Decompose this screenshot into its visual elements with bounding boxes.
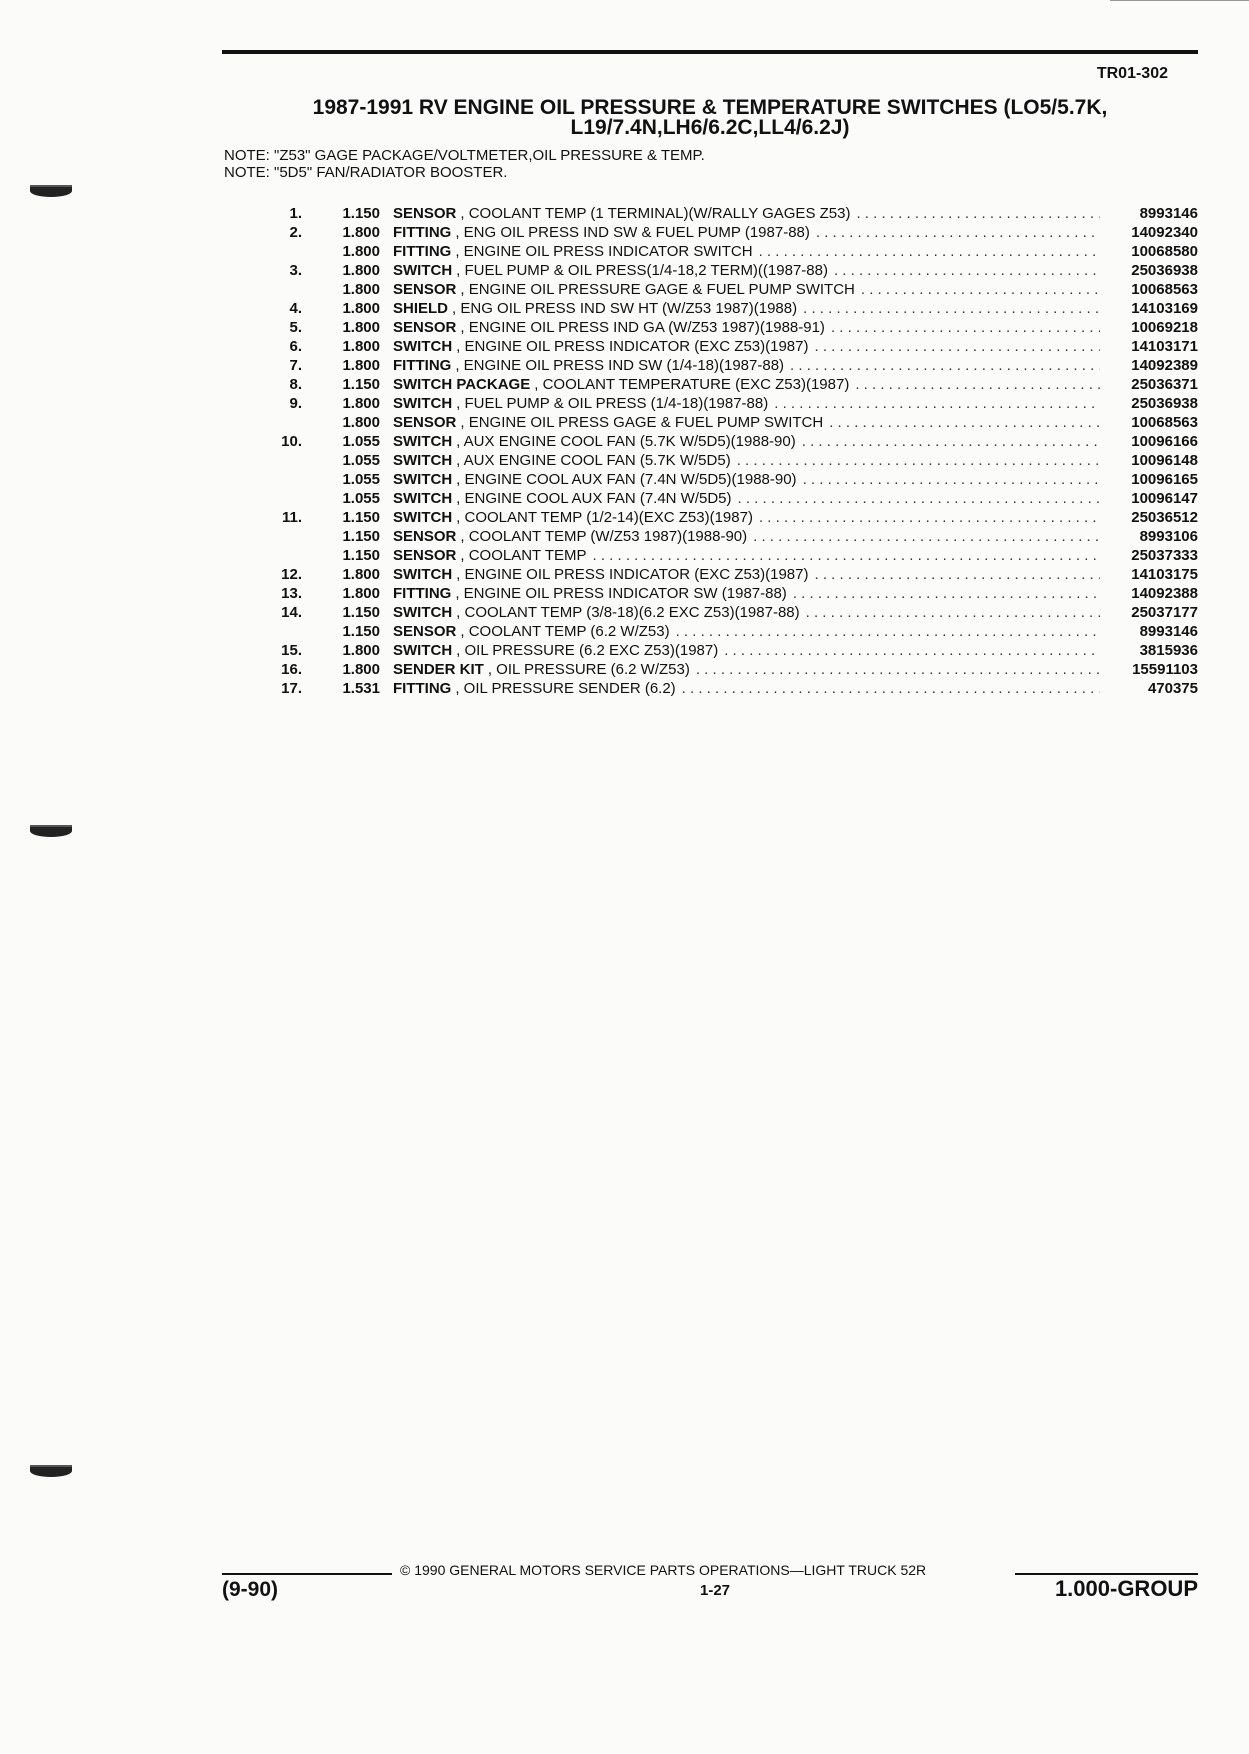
leader-dots	[856, 204, 1100, 223]
item-number: 14.	[281, 604, 302, 621]
part-name: FITTING	[393, 243, 452, 260]
group-number: 1.800	[342, 262, 380, 279]
group-number: 1.055	[342, 490, 380, 507]
leader-dots	[724, 641, 1100, 660]
part-name: SWITCH	[393, 395, 453, 412]
part-detail: , FUEL PUMP & OIL PRESS(1/4-18,2 TERM)((1987-88)	[456, 262, 828, 279]
part-description	[380, 318, 1100, 337]
part-name: SENSOR	[393, 319, 457, 336]
part-row	[230, 394, 1198, 413]
part-description	[380, 242, 1100, 261]
leader-dots	[834, 261, 1100, 280]
part-number: 10096148	[1131, 452, 1198, 469]
part-number: 10068563	[1131, 414, 1198, 431]
part-row	[230, 660, 1198, 679]
footer-date: (9-90)	[222, 1578, 279, 1601]
part-number: 8993146	[1139, 205, 1198, 222]
part-number: 25036938	[1131, 395, 1198, 412]
leader-dots	[803, 470, 1100, 489]
part-detail: , ENGINE OIL PRESS INDICATOR (EXC Z53)(1987)	[456, 566, 809, 583]
part-name: SENSOR	[393, 281, 457, 298]
part-row	[230, 546, 1198, 565]
part-number: 10068580	[1131, 243, 1198, 260]
item-number	[230, 527, 302, 546]
part-number: 25037177	[1131, 604, 1198, 621]
part-detail: , ENGINE OIL PRESS GAGE & FUEL PUMP SWITCH	[460, 414, 824, 431]
leader-dots	[814, 337, 1100, 356]
part-detail: , AUX ENGINE COOL FAN (5.7K W/5D5)(1988-90)	[456, 433, 796, 450]
page-number: 1-27	[699, 1582, 731, 1599]
part-description	[380, 451, 1100, 470]
part-description	[380, 622, 1100, 641]
part-name: SENSOR	[393, 414, 457, 431]
part-description	[380, 432, 1100, 451]
group-number: 1.800	[342, 357, 380, 374]
leader-dots	[816, 223, 1100, 242]
part-row	[230, 470, 1198, 489]
part-row	[230, 299, 1198, 318]
title-line-1: 1987-1991 RV ENGINE OIL PRESSURE & TEMPERATURE SWITCHES (LO5/5.7K,	[312, 96, 1108, 119]
part-detail: , ENG OIL PRESS IND SW HT (W/Z53 1987)(1988)	[452, 300, 798, 317]
leader-dots	[831, 318, 1100, 337]
item-number	[230, 489, 302, 508]
binder-hole-middle	[30, 825, 72, 837]
part-number: 8993106	[1139, 528, 1198, 545]
part-description	[380, 527, 1100, 546]
header-rule	[222, 50, 1198, 54]
part-name: SWITCH	[393, 471, 453, 488]
group-number: 1.800	[342, 338, 380, 355]
item-number	[230, 280, 302, 299]
part-description	[380, 356, 1100, 375]
binder-hole-top	[30, 185, 72, 197]
item-number	[230, 413, 302, 432]
item-number: 5.	[289, 319, 302, 336]
part-name: SHIELD	[393, 300, 449, 317]
part-name: SENSOR	[393, 623, 457, 640]
item-number	[230, 470, 302, 489]
part-description	[380, 489, 1100, 508]
document-id: TR01-302	[1096, 65, 1168, 82]
part-number: 25036371	[1131, 376, 1198, 393]
part-name: SENSOR	[393, 528, 457, 545]
part-number: 3815936	[1139, 642, 1198, 659]
group-number: 1.800	[342, 300, 380, 317]
part-detail: , ENGINE OIL PRESS INDICATOR (EXC Z53)(1987)	[456, 338, 809, 355]
item-number: 13.	[281, 585, 302, 602]
item-number: 8.	[289, 376, 302, 393]
leader-dots	[593, 546, 1101, 565]
part-name: SWITCH	[393, 262, 453, 279]
leader-dots	[696, 660, 1100, 679]
item-number: 15.	[281, 642, 302, 659]
part-description	[380, 394, 1100, 413]
group-number: 1.800	[342, 395, 380, 412]
group-number: 1.150	[342, 376, 380, 393]
group-number: 1.800	[342, 281, 380, 298]
part-description	[380, 280, 1100, 299]
part-detail: , ENG OIL PRESS IND SW & FUEL PUMP (1987-88)	[455, 224, 810, 241]
leader-dots	[803, 299, 1100, 318]
part-name: SWITCH	[393, 509, 453, 526]
group-number: 1.055	[342, 471, 380, 488]
part-row	[230, 204, 1198, 223]
part-name: FITTING	[393, 585, 452, 602]
leader-dots	[737, 451, 1100, 470]
part-description	[380, 337, 1100, 356]
leader-dots	[738, 489, 1100, 508]
part-description	[380, 679, 1100, 698]
part-description	[380, 584, 1100, 603]
part-description	[380, 565, 1100, 584]
part-description	[380, 375, 1100, 394]
part-detail: , ENGINE OIL PRESSURE GAGE & FUEL PUMP SWITCH	[460, 281, 855, 298]
part-detail: , COOLANT TEMP (1/2-14)(EXC Z53)(1987)	[456, 509, 753, 526]
item-number	[230, 242, 302, 261]
group-number: 1.055	[342, 452, 380, 469]
leader-dots	[759, 508, 1100, 527]
leader-dots	[861, 280, 1100, 299]
part-name: SWITCH	[393, 604, 453, 621]
leader-dots	[806, 603, 1100, 622]
binder-hole-bottom	[30, 1465, 72, 1477]
part-row	[230, 622, 1198, 641]
item-number: 4.	[289, 300, 302, 317]
part-row	[230, 565, 1198, 584]
part-number: 10096165	[1131, 471, 1198, 488]
part-name: SENDER KIT	[393, 661, 484, 678]
part-name: SWITCH	[393, 642, 453, 659]
part-name: SWITCH	[393, 452, 453, 469]
part-row	[230, 641, 1198, 660]
part-row	[230, 603, 1198, 622]
part-number: 14092340	[1131, 224, 1198, 241]
part-detail: , ENGINE OIL PRESS IND SW (1/4-18)(1987-88)	[455, 357, 785, 374]
part-row	[230, 242, 1198, 261]
group-number: 1.150	[342, 623, 380, 640]
part-description	[380, 546, 1100, 565]
group-number: 1.800	[342, 319, 380, 336]
leader-dots	[753, 527, 1100, 546]
part-row	[230, 318, 1198, 337]
item-number	[230, 622, 302, 641]
group-number: 1.800	[342, 414, 380, 431]
part-number: 10069218	[1131, 319, 1198, 336]
part-detail: , OIL PRESSURE (6.2 W/Z53)	[487, 661, 690, 678]
part-detail: , AUX ENGINE COOL FAN (5.7K W/5D5)	[456, 452, 731, 469]
item-number	[230, 451, 302, 470]
part-name: SENSOR	[393, 547, 457, 564]
part-description	[380, 413, 1100, 432]
group-number: 1.800	[342, 585, 380, 602]
item-number: 11.	[281, 509, 302, 526]
group-number: 1.800	[342, 566, 380, 583]
part-number: 25037333	[1131, 547, 1198, 564]
note-line: NOTE: "Z53" GAGE PACKAGE/VOLTMETER,OIL PRESSURE & TEMP.	[224, 147, 705, 164]
part-description	[380, 660, 1100, 679]
item-number: 17.	[281, 680, 302, 697]
part-detail: , ENGINE OIL PRESS IND GA (W/Z53 1987)(1988-91)	[460, 319, 825, 336]
part-name: SENSOR	[393, 205, 457, 222]
part-description	[380, 508, 1100, 527]
part-number: 8993146	[1139, 623, 1198, 640]
part-row	[230, 356, 1198, 375]
item-number: 10.	[281, 433, 302, 450]
group-number: 1.800	[342, 243, 380, 260]
part-detail: , COOLANT TEMP (1 TERMINAL)(W/RALLY GAGES Z53)	[460, 205, 851, 222]
part-detail: , COOLANT TEMP (6.2 W/Z53)	[460, 623, 670, 640]
leader-dots	[759, 242, 1100, 261]
part-row	[230, 527, 1198, 546]
part-detail: , ENGINE OIL PRESS INDICATOR SWITCH	[455, 243, 753, 260]
part-name: SWITCH	[393, 490, 453, 507]
part-name: FITTING	[393, 224, 452, 241]
part-number: 14103175	[1131, 566, 1198, 583]
part-description	[380, 641, 1100, 660]
leader-dots	[814, 565, 1100, 584]
part-description	[380, 204, 1100, 223]
part-row	[230, 508, 1198, 527]
part-row	[230, 584, 1198, 603]
leader-dots	[676, 622, 1100, 641]
item-number: 9.	[289, 395, 302, 412]
part-number: 14092388	[1131, 585, 1198, 602]
part-row	[230, 679, 1198, 698]
part-number: 10068563	[1131, 281, 1198, 298]
part-name: FITTING	[393, 680, 452, 697]
part-description	[380, 261, 1100, 280]
part-row	[230, 432, 1198, 451]
part-row	[230, 375, 1198, 394]
part-detail: , FUEL PUMP & OIL PRESS (1/4-18)(1987-88)	[456, 395, 769, 412]
group-number: 1.800	[342, 661, 380, 678]
part-description	[380, 603, 1100, 622]
item-number: 7.	[289, 357, 302, 374]
part-name: SWITCH PACKAGE	[393, 376, 531, 393]
part-number: 10096166	[1131, 433, 1198, 450]
footer-rule-left	[222, 1573, 392, 1575]
item-number: 12.	[281, 566, 302, 583]
part-row	[230, 223, 1198, 242]
part-row	[230, 451, 1198, 470]
part-row	[230, 413, 1198, 432]
part-detail: , OIL PRESSURE SENDER (6.2)	[455, 680, 676, 697]
part-detail: , ENGINE COOL AUX FAN (7.4N W/5D5)	[456, 490, 732, 507]
leader-dots	[855, 375, 1100, 394]
notes-block	[224, 147, 705, 181]
group-number: 1.800	[342, 224, 380, 241]
part-number: 10096147	[1131, 490, 1198, 507]
parts-list	[230, 204, 1198, 698]
part-detail: , ENGINE COOL AUX FAN (7.4N W/5D5)(1988-90)	[456, 471, 797, 488]
footer-rule-right	[1015, 1573, 1198, 1575]
part-number: 14103171	[1131, 338, 1198, 355]
item-number: 16.	[281, 661, 302, 678]
part-number: 25036938	[1131, 262, 1198, 279]
part-description	[380, 470, 1100, 489]
note-line: NOTE: "5D5" FAN/RADIATOR BOOSTER.	[224, 164, 508, 181]
part-detail: , ENGINE OIL PRESS INDICATOR SW (1987-88)	[455, 585, 787, 602]
item-number: 6.	[289, 338, 302, 355]
part-number: 25036512	[1131, 509, 1198, 526]
part-detail: , COOLANT TEMP (W/Z53 1987)(1988-90)	[460, 528, 748, 545]
leader-dots	[682, 679, 1100, 698]
part-detail: , COOLANT TEMP	[460, 547, 587, 564]
part-name: SWITCH	[393, 566, 453, 583]
leader-dots	[774, 394, 1100, 413]
group-number: 1.150	[342, 205, 380, 222]
footer-copyright: © 1990 GENERAL MOTORS SERVICE PARTS OPERATIONS—LIGHT TRUCK 52R	[400, 1562, 927, 1578]
page-title	[222, 98, 1198, 138]
group-number: 1.150	[342, 509, 380, 526]
leader-dots	[790, 356, 1100, 375]
part-name: SWITCH	[393, 433, 453, 450]
part-detail: , OIL PRESSURE (6.2 EXC Z53)(1987)	[456, 642, 719, 659]
part-detail: , COOLANT TEMPERATURE (EXC Z53)(1987)	[534, 376, 850, 393]
group-number: 1.800	[342, 642, 380, 659]
leader-dots	[829, 413, 1100, 432]
part-number: 470375	[1147, 680, 1198, 697]
item-number: 2.	[289, 224, 302, 241]
part-name: FITTING	[393, 357, 452, 374]
part-row	[230, 489, 1198, 508]
item-number	[230, 546, 302, 565]
part-description	[380, 223, 1100, 242]
group-number: 1.055	[342, 433, 380, 450]
group-number: 1.150	[342, 604, 380, 621]
part-name: SWITCH	[393, 338, 453, 355]
item-number: 3.	[289, 262, 302, 279]
item-number: 1.	[289, 205, 302, 222]
part-number: 14092389	[1131, 357, 1198, 374]
leader-dots	[802, 432, 1100, 451]
group-number: 1.531	[342, 680, 380, 697]
group-number: 1.150	[342, 528, 380, 545]
top-edge-mark	[1110, 0, 1249, 1]
part-row	[230, 337, 1198, 356]
part-row	[230, 280, 1198, 299]
part-number: 14103169	[1131, 300, 1198, 317]
footer-group: 1.000-GROUP	[1054, 1576, 1198, 1601]
part-description	[380, 299, 1100, 318]
part-row	[230, 261, 1198, 280]
part-number: 15591103	[1132, 661, 1198, 678]
leader-dots	[793, 584, 1100, 603]
part-detail: , COOLANT TEMP (3/8-18)(6.2 EXC Z53)(1987-88)	[456, 604, 800, 621]
group-number: 1.150	[342, 547, 380, 564]
title-line-2: L19/7.4N,LH6/6.2C,LL4/6.2J)	[570, 116, 850, 139]
